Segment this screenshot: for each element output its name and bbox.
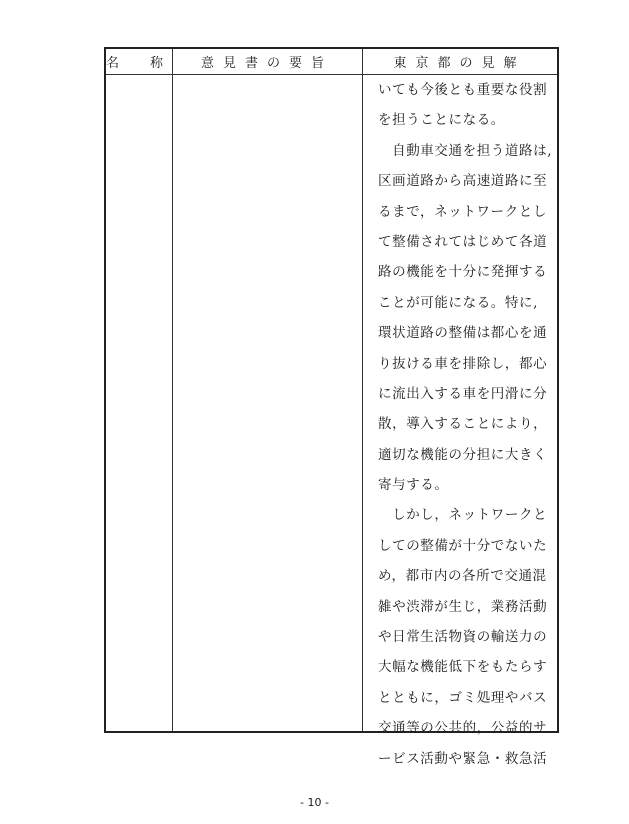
- text-line: しての整備が十分でないた: [378, 537, 548, 554]
- text-line: 雑や渋滞が生じ，業務活動: [378, 598, 548, 615]
- header-name: 名 称: [106, 56, 173, 71]
- text-line: 環状道路の整備は都心を通: [378, 325, 548, 342]
- text-line: いても今後とも重要な役割: [378, 82, 548, 98]
- tokyo-view-text: [378, 74, 560, 774]
- text-line: や日常生活物資の輸送力の: [378, 629, 548, 646]
- text-line: て整備されてはじめて各道: [378, 233, 548, 250]
- header-tokyo-view: 東京都の見解: [393, 56, 526, 71]
- text-line: め，都市内の各所で交通混: [378, 568, 547, 585]
- header-opinion-summary: 意見書の要旨: [200, 56, 333, 71]
- text-line: るまで，ネットワークとし: [378, 203, 547, 220]
- text-line: を担うことになる。: [378, 112, 505, 129]
- column-divider-1: [172, 49, 173, 731]
- column-divider-2: [362, 49, 363, 731]
- page-number: - 10 -: [300, 796, 329, 809]
- opinion-table: [104, 47, 559, 767]
- text-line: 散，導入することにより，: [378, 416, 548, 433]
- text-line: とともに，ゴミ処理やバス: [378, 689, 548, 706]
- text-line: り抜ける車を排除し，都心: [378, 355, 548, 372]
- text-line: 適切な機能の分担に大きく: [378, 446, 548, 463]
- text-line: しかし，ネットワークと: [378, 507, 548, 524]
- text-line: 区画道路から高速道路に至: [378, 173, 548, 190]
- text-line: に流出入する車を円滑に分: [378, 385, 548, 402]
- text-line: 自動車交通を担う道路は,: [378, 142, 553, 159]
- text-line: 寄与する。: [378, 477, 449, 494]
- text-line: ービス活動や緊急・救急活: [378, 750, 548, 767]
- text-line: 大幅な機能低下をもたらす: [378, 659, 548, 676]
- text-line: 交通等の公共的，公益的サ: [378, 720, 548, 737]
- text-line: 路の機能を十分に発揮する: [378, 264, 548, 281]
- text-line: ことが可能になる。特に,: [378, 294, 538, 311]
